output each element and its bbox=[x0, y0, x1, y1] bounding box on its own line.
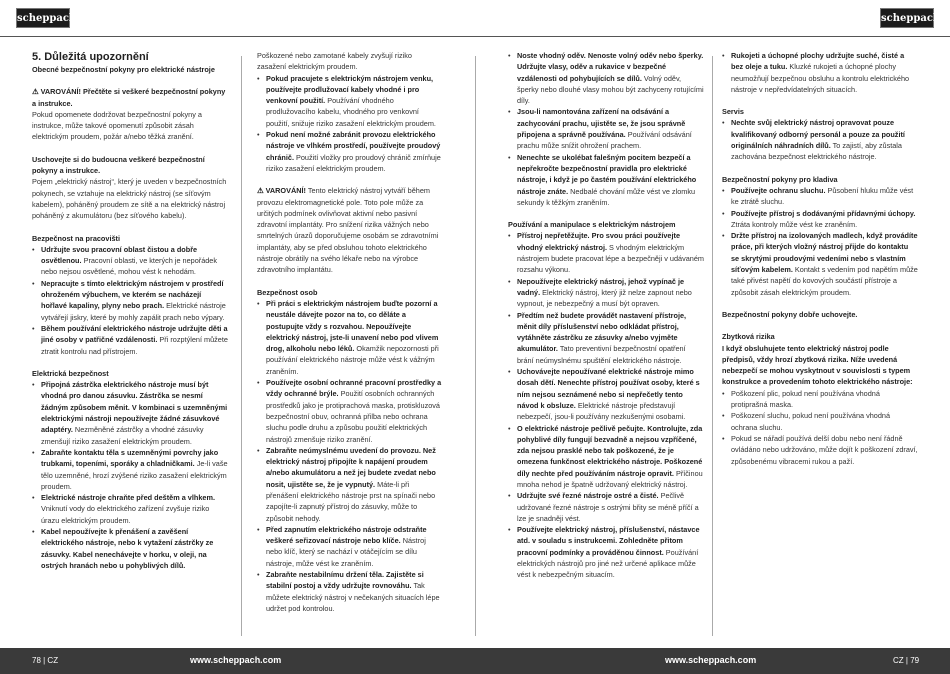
list-item bbox=[508, 366, 704, 422]
list-item-text: Okamžik nepozornosti při používání elektrického nástroje může vést k vážným zraněním. bbox=[266, 344, 439, 376]
spacer bbox=[257, 174, 443, 185]
list-item-text: Máte-li při přenášení elektrického nástroje prst na spínači nebo zapojíte-li zapnutý přístroj do zásuvky, může to způsobit nehody. bbox=[266, 479, 436, 523]
list-item-text: Je-li vaše tělo uzemněné, hrozí zvýšené riziko zasažení elektrickým proudem. bbox=[41, 459, 228, 491]
section-heading: Elektrická bezpečnost bbox=[32, 368, 109, 378]
section-heading: Servis bbox=[722, 107, 744, 117]
list-item-bold: Používejte elektrický nástroj, příslušenství, nástavce atd. v souladu s instrukcemi. Zohledněte přitom pracovní podmínky a prováděnou činnost. bbox=[517, 525, 700, 557]
list-item bbox=[722, 185, 918, 208]
column-divider bbox=[712, 56, 713, 636]
section-heading: Používání a manipulace s elektrickým nástrojem bbox=[508, 220, 676, 230]
list-item-bold: Jsou-li namontována zařízení na odsávání a zachycování prachu, ujistěte se, že jsou správně připojena a správně používána. bbox=[517, 107, 686, 140]
list-item bbox=[32, 526, 228, 571]
list-item bbox=[257, 73, 443, 129]
list-item bbox=[257, 377, 443, 445]
spacer bbox=[722, 95, 918, 106]
column-divider bbox=[475, 56, 476, 636]
left-website-link[interactable]: www.scheppach.com bbox=[190, 655, 282, 665]
list-item-bold: Pokud není možné zabránit provozu elektrického nástroje ve vlhkém prostředí, používejte proudový chránič. bbox=[266, 130, 441, 162]
list-item-text: Tato preventivní bezpečnostní opatření brání neúmyslnému spuštění elektrického nástroje. bbox=[517, 344, 686, 365]
brand-logo-left: scheppach bbox=[16, 8, 70, 28]
list-item-text: Použití osobních ochranných prostředků jako je protiprachová maska, protiskluzová bezpečnostní obuv, ochranná přilba nebo ochrana sluchu podle druhu a způsobu použití elektrických nástrojů zmenšuje riziko zranění. bbox=[266, 389, 440, 444]
paragraph: Pokud opomenete dodržovat bezpečnostní pokyny a instrukce, může takové opomenutí způsobit zásah elektrickým proudem, požár a/nebo těžká zranění. bbox=[32, 109, 202, 142]
page-footer bbox=[0, 648, 950, 674]
left-page-number: 78 | CZ bbox=[32, 656, 59, 665]
list-item-text: Nezměněné zástrčky a vhodné zásuvky zmenšují riziko zasažení elektrickým proudem. bbox=[41, 425, 204, 446]
section-heading: Bezpečnost na pracovišti bbox=[32, 233, 120, 243]
bullet-list bbox=[722, 388, 918, 467]
warning-label: ⚠ VAROVÁNÍ! bbox=[257, 186, 306, 196]
bullet-list bbox=[722, 117, 918, 162]
section-heading: Zbytková rizika bbox=[722, 332, 775, 342]
list-item-text: Nástroj nebo klíč, který se nachází v otáčejícím se dílu nástroje, může vést ke zraněním. bbox=[266, 536, 426, 568]
list-item-bold: Nepoužívejte elektrický nástroj, jehož vypínač je vadný. bbox=[517, 276, 685, 297]
list-item bbox=[32, 244, 228, 278]
list-item-text: Elektrický nástroj, který již nelze zapnout nebo vypnout, je nebezpečný a musí být opraven. bbox=[517, 287, 692, 309]
list-item-text: To zajistí, aby zůstala zachována bezpečnost elektrického nástroje. bbox=[731, 141, 902, 162]
spacer bbox=[257, 276, 443, 287]
list-item-bold: Používejte ochranu sluchu. bbox=[731, 185, 826, 195]
bullet-list bbox=[257, 73, 443, 175]
list-item-text: Používání odsávání prachu může snížit ohrožení prachem. bbox=[517, 130, 692, 151]
section-heading: Bezpečnostní pokyny pro kladiva bbox=[722, 174, 838, 184]
list-item-text: Volný oděv, šperky nebo dlouhé vlasy mohou být zachyceny rotujícími díly. bbox=[517, 73, 704, 106]
list-item bbox=[508, 230, 704, 275]
list-item bbox=[508, 276, 704, 310]
list-item bbox=[722, 230, 918, 298]
list-item-bold: Zabraňte kontaktu těla s uzemněnými povrchy jako trubkami, topeními, sporáky a chladničkami. bbox=[41, 447, 219, 469]
list-item bbox=[257, 524, 443, 569]
bullet-list bbox=[722, 185, 918, 298]
page-header bbox=[0, 0, 950, 37]
spacer bbox=[722, 320, 918, 331]
list-item-bold: Rukojeti a úchopné plochy udržujte suché, čisté a bez oleje a tuku. bbox=[731, 51, 905, 72]
list-item bbox=[257, 298, 443, 377]
bullet-list bbox=[508, 230, 704, 580]
column-divider bbox=[241, 56, 242, 636]
list-item bbox=[257, 445, 443, 524]
text-column-2 bbox=[257, 50, 443, 614]
list-item-text: Pečlivě udržované řezné nástroje s ostrými břity se méně příčí a lze je snadněji vést. bbox=[517, 491, 699, 523]
list-item-bold: Při práci s elektrickým nástrojem buďte pozorní a neustále dávejte pozor na to, co děláte a postupujte vždy s rozvahou. Nepoužívejte elektrický nástroj, jste-li unavení nebo pod vlivem drog, alkoholu nebo léků. bbox=[266, 298, 439, 354]
paragraph: Poškozené nebo zamotané kabely zvyšují riziko zasažení elektrickým proudem. bbox=[257, 51, 412, 72]
bullet-list bbox=[32, 244, 228, 357]
list-item-bold: Používejte přístroj s dodávanými přídavnými úchopy. bbox=[731, 208, 916, 218]
list-item-text: Kluzké rukojeti a úchopné plochy neumožňují bezpečnou obsluhu a kontrolu elektrického nástroje v nepředvídatelných situacích. bbox=[731, 62, 910, 94]
list-item bbox=[32, 492, 228, 526]
list-item bbox=[32, 278, 228, 323]
list-item-bold: Během používání elektrického nástroje udržujte děti a jiné osoby v patřičné vzdálenosti. bbox=[41, 323, 228, 345]
list-item bbox=[722, 117, 918, 162]
list-item-text: Působení hluku může vést ke ztrátě sluchu. bbox=[731, 185, 914, 207]
list-item bbox=[722, 50, 918, 95]
brand-logo-right: scheppach bbox=[880, 8, 934, 28]
list-item bbox=[722, 410, 918, 433]
list-item bbox=[508, 106, 704, 151]
list-item-text: Elektrické nástroje vytvářejí jiskry, které by mohly zapálit prach nebo výpary. bbox=[41, 301, 226, 322]
text-column-4 bbox=[722, 50, 918, 467]
list-item-bold: Nechte svůj elektrický nástroj opravovat pouze kvalifikovaný odborný personál a pouze za použití originálních náhradních dílů. bbox=[731, 118, 905, 151]
list-item-text: Kontakt s vedením pod napětím může také přivést napětí do kovových součástí přístroje a způsobit zásah elektrickým proudem. bbox=[731, 265, 918, 297]
list-item-bold: Elektrické nástroje chraňte před deštěm a vlhkem. bbox=[41, 493, 215, 503]
list-item bbox=[508, 423, 704, 491]
section-heading: Bezpečnost osob bbox=[257, 287, 318, 297]
list-item-bold: Držte přístroj na izolovaných madlech, když provádíte práce, při kterých vložný nástroj přijde do kontaktu se skrytými proudovými vedeními nebo s vlastním síťovým kabelem. bbox=[731, 231, 918, 275]
list-item-bold: Uchovávejte nepoužívané elektrické nástroje mimo dosah dětí. Nenechte přístroj používat osoby, které s ním nejsou seznámené nebo si nepřečetly tento návod k obsluze. bbox=[517, 367, 700, 410]
list-item-bold: Udržujte svou pracovní oblast čistou a dobře osvětlenou. bbox=[41, 244, 198, 266]
list-item-bold: Noste vhodný oděv. Nenoste volný oděv nebo šperky. Udržujte vlasy, oděv a rukavice v bezpečné vzdálenosti od pohybujících se dílů. bbox=[517, 51, 704, 83]
right-page-number: CZ | 79 bbox=[893, 656, 920, 665]
list-item-text: Používání elektrických nástrojů pro jiné než určené aplikace může vést k nebezpečným situacím. bbox=[517, 547, 699, 580]
list-item bbox=[722, 208, 918, 231]
bullet-list bbox=[257, 298, 443, 614]
bullet-list bbox=[508, 50, 704, 208]
spacer bbox=[508, 208, 704, 219]
text-column-3 bbox=[508, 50, 704, 581]
list-item-bold: Před zapnutím elektrického nástroje odstraňte veškeré seřizovací nástroje nebo klíče. bbox=[266, 524, 427, 546]
spacer bbox=[32, 143, 228, 154]
list-item-bold: Nenechte se ukolébat falešným pocitem bezpečí a nepřekročte bezpečnostní pravidla pro elektrické nástroje, i když je po častém používání elektrického nástroje znáte. bbox=[517, 152, 697, 196]
list-item-text: Ztráta kontroly může vést ke zraněním. bbox=[731, 219, 858, 229]
list-item-text: Příčinou mnoha nehod je špatně udržovaný elektrický nástroj. bbox=[517, 468, 703, 489]
spacer bbox=[32, 357, 228, 368]
list-item-text: Poškození sluchu, pokud není používána vhodná ochrana sluchu. bbox=[731, 411, 891, 432]
paragraph: Pojem „elektrický nástroj“, který je uveden v bezpečnostních pokynech, se vztahuje na elektrický nástroj (se síťovým kabelem), poháněný proudem ze sítě a na elektrický nástroj poháněný z akumulátoru (bez síťového kabelu). bbox=[32, 177, 227, 221]
section-heading: Obecné bezpečnostní pokyny pro elektrické nástroje bbox=[32, 65, 215, 74]
list-item-bold: Zabraňte neúmyslnému uvedení do provozu. Než elektrický nástroj připojíte k napájení proudem a/nebo akumulátoru a než jej budete zvedat nebo nosit, ujistěte se, že je vypnutý. bbox=[266, 445, 436, 489]
list-item-text: Elektrické nástroje představují nebezpečí, jsou-li používány nezkušenými osobami. bbox=[517, 400, 686, 422]
list-item-bold: Zabraňte nestabilnímu držení těla. Zajistěte si stabilní postoj a vždy udržujte rovnováhu. bbox=[266, 570, 424, 591]
section-title: 5. Důležitá upozornění bbox=[32, 51, 149, 63]
list-item bbox=[32, 323, 228, 357]
list-item-bold: Používejte osobní ochranné pracovní prostředky a vždy ochranné brýle. bbox=[266, 378, 442, 399]
list-item-bold: Přístroj nepřetěžujte. Pro svou práci používejte vhodný elektrický nástroj. bbox=[517, 231, 681, 252]
spacer bbox=[722, 163, 918, 174]
list-item-text: Používání vhodného prodlužovacího kabelu, vhodného pro venkovní použití, snižuje riziko zasažení elektrickým proudem. bbox=[266, 96, 436, 128]
spacer bbox=[722, 298, 918, 309]
warning-paragraph bbox=[257, 185, 443, 275]
section-heading: Uschovejte si do budoucna veškeré bezpečnostní pokyny a instrukce. bbox=[32, 154, 205, 176]
right-website-link[interactable]: www.scheppach.com bbox=[665, 655, 757, 665]
list-item bbox=[32, 379, 228, 447]
list-item bbox=[508, 490, 704, 524]
list-item-text: Pracovní oblasti, ve kterých je nepořádek nebo nejsou osvětlené, mohou vést k nehodám. bbox=[41, 256, 218, 277]
list-item bbox=[722, 433, 918, 467]
section-heading: I když obsluhujete tento elektrický nástroj podle předpisů, vždy hrozí zbytková rizika. Níže uvedená nebezpečí se mohou vyskytnout v souvislosti s typem konstrukce a provedením tohoto elektrického nástroje: bbox=[722, 343, 913, 387]
list-item bbox=[508, 524, 704, 580]
list-item bbox=[257, 569, 443, 614]
list-item-text: Při rozptýlení můžete ztratit kontrolu nad přístrojem. bbox=[41, 335, 228, 356]
list-item bbox=[508, 50, 704, 106]
spacer bbox=[32, 222, 228, 233]
list-item bbox=[508, 152, 704, 208]
list-item-bold: Předtím než budete provádět nastavení přístroje, měnit díly příslušenství nebo odkládat přístroj, vytáhněte zástrčku ze zásuvky a/nebo vyjměte akumulátor. bbox=[517, 310, 687, 354]
list-item-text: S vhodným elektrickým nástrojem budete pracovat lépe a bezpečněji v udávaném rozsahu výkonu. bbox=[517, 242, 705, 275]
section-heading: Bezpečnostní pokyny dobře uchovejte. bbox=[722, 309, 858, 319]
bullet-list bbox=[722, 50, 918, 95]
list-item-text: Pokud se nářadí používá delší dobu nebo není řádně ovládáno nebo udržováno, může dojít k poškození zdraví, způsobenému vibracemi rukou a paží. bbox=[731, 433, 918, 466]
list-item bbox=[508, 310, 704, 366]
spacer bbox=[32, 75, 228, 86]
text-column-1 bbox=[32, 50, 228, 571]
list-item bbox=[257, 129, 443, 174]
list-item bbox=[722, 388, 918, 411]
list-item-text: Použití vložky pro proudový chránič zmírňuje riziko zasažení elektrickým proudem. bbox=[266, 152, 441, 173]
list-item-bold: Udržujte své řezné nástroje ostré a čisté. bbox=[517, 491, 659, 501]
list-item-text: Vniknutí vody do elektrického zařízení zvyšuje riziko úrazu elektrickým proudem. bbox=[41, 504, 210, 525]
list-item-text: Tak můžete elektrický nástroj v nečekaných situacích lépe udržet pod kontrolou. bbox=[266, 581, 440, 613]
list-item-text: Nedbalé chování může vést ve zlomku sekundy k těžkým zraněním. bbox=[517, 186, 696, 207]
section-heading: ⚠ VAROVÁNÍ! Přečtěte si veškeré bezpečnostní pokyny a instrukce. bbox=[32, 87, 226, 108]
list-item-bold: Kabel nepoužívejte k přenášení a zavěšení elektrického nástroje, nebo k vytažení zástrčky ze zásuvky. Kabel nenechávejte v horku, v oleji, na ostrých hranách nebo u pohyblivých dílů. bbox=[41, 526, 214, 570]
list-item-bold: Nepracujte s tímto elektrickým nástrojem v prostředí ohroženém výbuchem, ve kterém se nacházejí hořlavé kapaliny, plyny nebo prach. bbox=[41, 278, 224, 311]
bullet-list bbox=[32, 379, 228, 571]
list-item-text: Poškození plic, pokud není používána vhodná protiprašná maska. bbox=[731, 388, 880, 410]
list-item bbox=[32, 447, 228, 492]
warning-text: Tento elektrický nástroj vytváří během provozu elektromagnetické pole. Toto pole může za určitých podmínek ovlivňovat aktivní nebo pasivní zdravotní implantáty. Pro snížení rizika vážných nebo smrtelných úrazů doporučujeme osobám se zdravotními implantáty, aby se před obsluhou tohoto elektrického nástroje obrátily na svého lékaře nebo na výrobce zdravotního implantátu. bbox=[257, 186, 439, 275]
list-item-bold: Pokud pracujete s elektrickým nástrojem venku, používejte prodlužovací kabely vhodné i pro venkovní použití. bbox=[266, 73, 434, 106]
list-item-bold: Připojná zástrčka elektrického nástroje musí být vhodná pro danou zásuvku. Zástrčka se nesmí žádným způsobem měnit. V kombinaci s uzemněnými elektrickými nástroji nepoužívejte žádné zásuvkové adaptéry. bbox=[41, 380, 228, 435]
list-item-bold: O elektrické nástroje pečlivě pečujte. Kontrolujte, zda pohyblivé díly fungují bezvadně a nejsou vzpříčené, zda nejsou prasklé nebo tak poškozené, že je omezena funkčnost elektrického nástroje. Poškozené díly nechte před používáním nástroje opravit. bbox=[517, 423, 703, 478]
